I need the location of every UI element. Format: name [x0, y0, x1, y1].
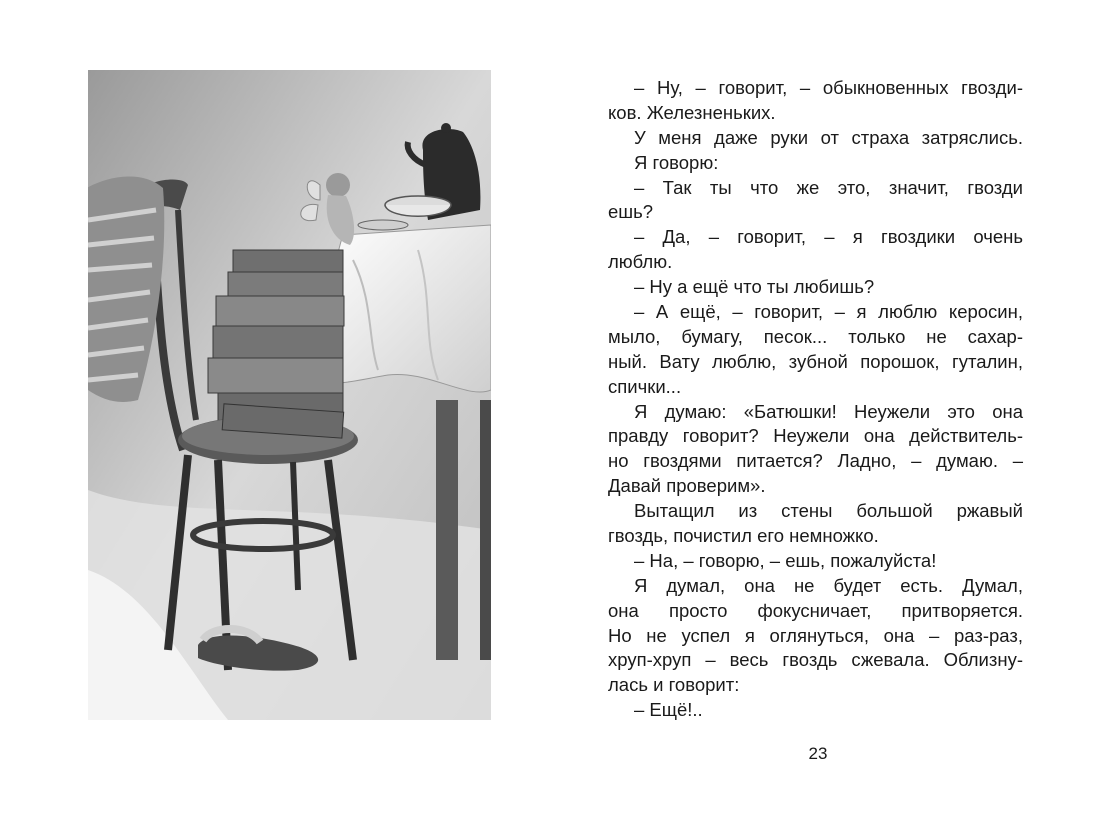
text-line: ный. Вату люблю, зубной порошок, гуталин,: [608, 350, 1023, 372]
text-line: – На, – говорю, – ешь, пожалуйста!: [634, 549, 937, 571]
text-line: Я говорю:: [634, 151, 719, 173]
text-line: Но не успел я оглянуться, она – раз-раз,: [608, 624, 1023, 646]
text-line: но гвоздями питается? Ладно, – думаю. –: [608, 450, 1023, 472]
text-line: она просто фокусничает, притворяется.: [608, 599, 1023, 621]
text-line: мыло, бумагу, песок... только не сахар-: [608, 325, 1023, 347]
text-line: лась и говорит:: [608, 674, 740, 696]
text-line: – Ещё!..: [634, 699, 703, 721]
text-line: – Ну, – говорит, – обыкновенных гвозди-: [634, 77, 1023, 98]
text-line: люблю.: [608, 251, 673, 273]
text-line: хруп-хруп – весь гвоздь сжевала. Облизну-: [608, 649, 1023, 671]
text-line: Я думал, она не будет есть. Думал,: [634, 574, 1023, 596]
text-line: – Да, – говорит, – я гвоздики очень: [634, 226, 1023, 248]
text-line: Я думаю: «Батюшки! Неужели это она: [634, 400, 1023, 422]
text-line: спички...: [608, 375, 682, 397]
text-line: гвоздь, почистил его немножко.: [608, 525, 879, 547]
page-number: 23: [808, 744, 828, 763]
text-line: У меня даже руки от страха затряслись.: [634, 126, 1023, 148]
text-line: – Ну а ещё что ты любишь?: [634, 276, 875, 298]
text-line: – Так ты что же это, значит, гвозди: [634, 176, 1023, 198]
text-line: – А ещё, – говорит, – я люблю керосин,: [634, 301, 1023, 323]
illustration-chair-table-fairy: [88, 70, 491, 720]
text-line: Вытащил из стены большой ржавый: [634, 500, 1023, 522]
text-line: Давай проверим».: [608, 475, 766, 497]
illustration: [88, 70, 491, 720]
text-column: [608, 76, 1023, 723]
text-line: ков. Железненьких.: [608, 101, 776, 123]
text-line: правду говорит? Неужели она действитель-: [608, 425, 1023, 447]
text-line: ешь?: [608, 201, 654, 223]
